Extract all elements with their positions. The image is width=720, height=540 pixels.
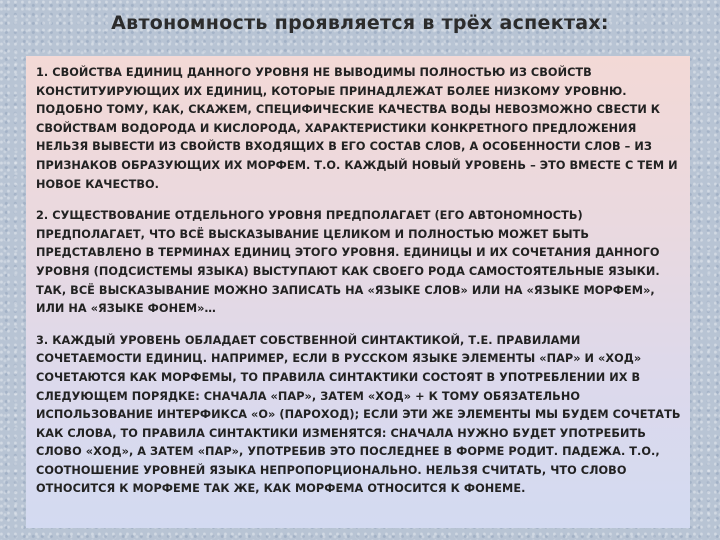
slide-title: Автономность проявляется в трёх аспектах: [111, 12, 609, 34]
paragraph-aspect-3: 3. КАЖДЫЙ УРОВЕНЬ ОБЛАДАЕТ СОБСТВЕННОЙ СИНТАКТИКОЙ, Т.Е. ПРАВИЛАМИ СОЧЕТАЕМОСТИ ЕДИНИЦ. НАПРИМЕР, ЕСЛИ В РУССКОМ ЯЗЫКЕ ЭЛЕМЕНТЫ «ПАР» И «ХОД» СОЧЕТАЮТСЯ КАК МОРФЕМЫ, ТО ПРАВИЛА СИНТАКТИКИ СОСТОЯТ В УПОТРЕБЛЕНИИ ИХ В СЛЕДУЮЩЕМ ПОРЯДКЕ: СНАЧАЛА «ПАР», ЗАТЕМ «ХОД» + К ТОМУ ОБЯЗАТЕЛЬНО ИСПОЛЬЗОВАНИЕ ИНТЕРФИКСА «О» (ПАРОХОД); ЕСЛИ ЭТИ ЖЕ ЭЛЕМЕНТЫ МЫ БУДЕМ СОЧЕТАТЬ КАК СЛОВА, ТО ПРАВИЛА СИНТАКТИКИ ИЗМЕНЯТСЯ: СНАЧАЛА НУЖНО БУДЕТ УПОТРЕБИТЬ СЛОВО «ХОД», А ЗАТЕМ «ПАР», УПОТРЕБИВ ЭТО ПОСЛЕДНЕЕ В ФОРМЕ РОДИТ. ПАДЕЖА. Т.О., СООТНОШЕНИЕ УРОВНЕЙ ЯЗЫКА НЕПРОПОРЦИОНАЛЬНО. НЕЛЬЗЯ СЧИТАТЬ, ЧТО СЛОВО ОТНОСИТСЯ К МОРФЕМЕ ТАК ЖЕ, КАК МОРФЕМА ОТНОСИТСЯ К ФОНЕМЕ. [36, 333, 681, 496]
paragraph-aspect-1: 1. СВОЙСТВА ЕДИНИЦ ДАННОГО УРОВНЯ НЕ ВЫВОДИМЫ ПОЛНОСТЬЮ ИЗ СВОЙСТВ КОНСТИТУИРУЮЩИХ ИХ ЕДИНИЦ, КОТОРЫЕ ПРИНАДЛЕЖАТ БОЛЕЕ НИЗКОМУ УРОВНЮ. ПОДОБНО ТОМУ, КАК, СКАЖЕМ, СПЕЦИФИЧЕСКИЕ КАЧЕСТВА ВОДЫ НЕВОЗМОЖНО СВЕСТИ К СВОЙСТВАМ ВОДОРОДА И КИСЛОРОДА, ХАРАКТЕРИСТИКИ КОНКРЕТНОГО ПРЕДЛОЖЕНИЯ НЕЛЬЗЯ ВЫВЕСТИ ИЗ СВОЙСТВ ВХОДЯЩИХ В ЕГО СОСТАВ СЛОВ, А ОСОБЕННОСТИ СЛОВ – ИЗ ПРИЗНАКОВ ОБРАЗУЮЩИХ ИХ МОРФЕМ. Т.О. КАЖДЫЙ НОВЫЙ УРОВЕНЬ – ЭТО ВМЕСТЕ С ТЕМ И НОВОЕ КАЧЕСТВО. [36, 66, 678, 191]
paragraph-aspect-2: 2. СУЩЕСТВОВАНИЕ ОТДЕЛЬНОГО УРОВНЯ ПРЕДПОЛАГАЕТ (ЕГО АВТОНОМНОСТЬ) ПРЕДПОЛАГАЕТ, ЧТО ВСЁ ВЫСКАЗЫВАНИЕ ЦЕЛИКОМ И ПОЛНОСТЬЮ МОЖЕТ БЫТЬ ПРЕДСТАВЛЕНО В ТЕРМИНАХ ЕДИНИЦ ЭТОГО УРОВНЯ. ЕДИНИЦЫ И ИХ СОЧЕТАНИЯ ДАННОГО УРОВНЯ (ПОДСИСТЕМЫ ЯЗЫКА) ВЫСТУПАЮТ КАК СВОЕГО РОДА САМОСТОЯТЕЛЬНЫЕ ЯЗЫКИ. ТАК, ВСЁ ВЫСКАЗЫВАНИЕ МОЖНО ЗАПИСАТЬ НА «ЯЗЫКЕ СЛОВ» ИЛИ НА «ЯЗЫКЕ МОРФЕМ», ИЛИ НА «ЯЗЫКЕ ФОНЕМ»… [36, 209, 660, 316]
text-panel [26, 56, 690, 528]
